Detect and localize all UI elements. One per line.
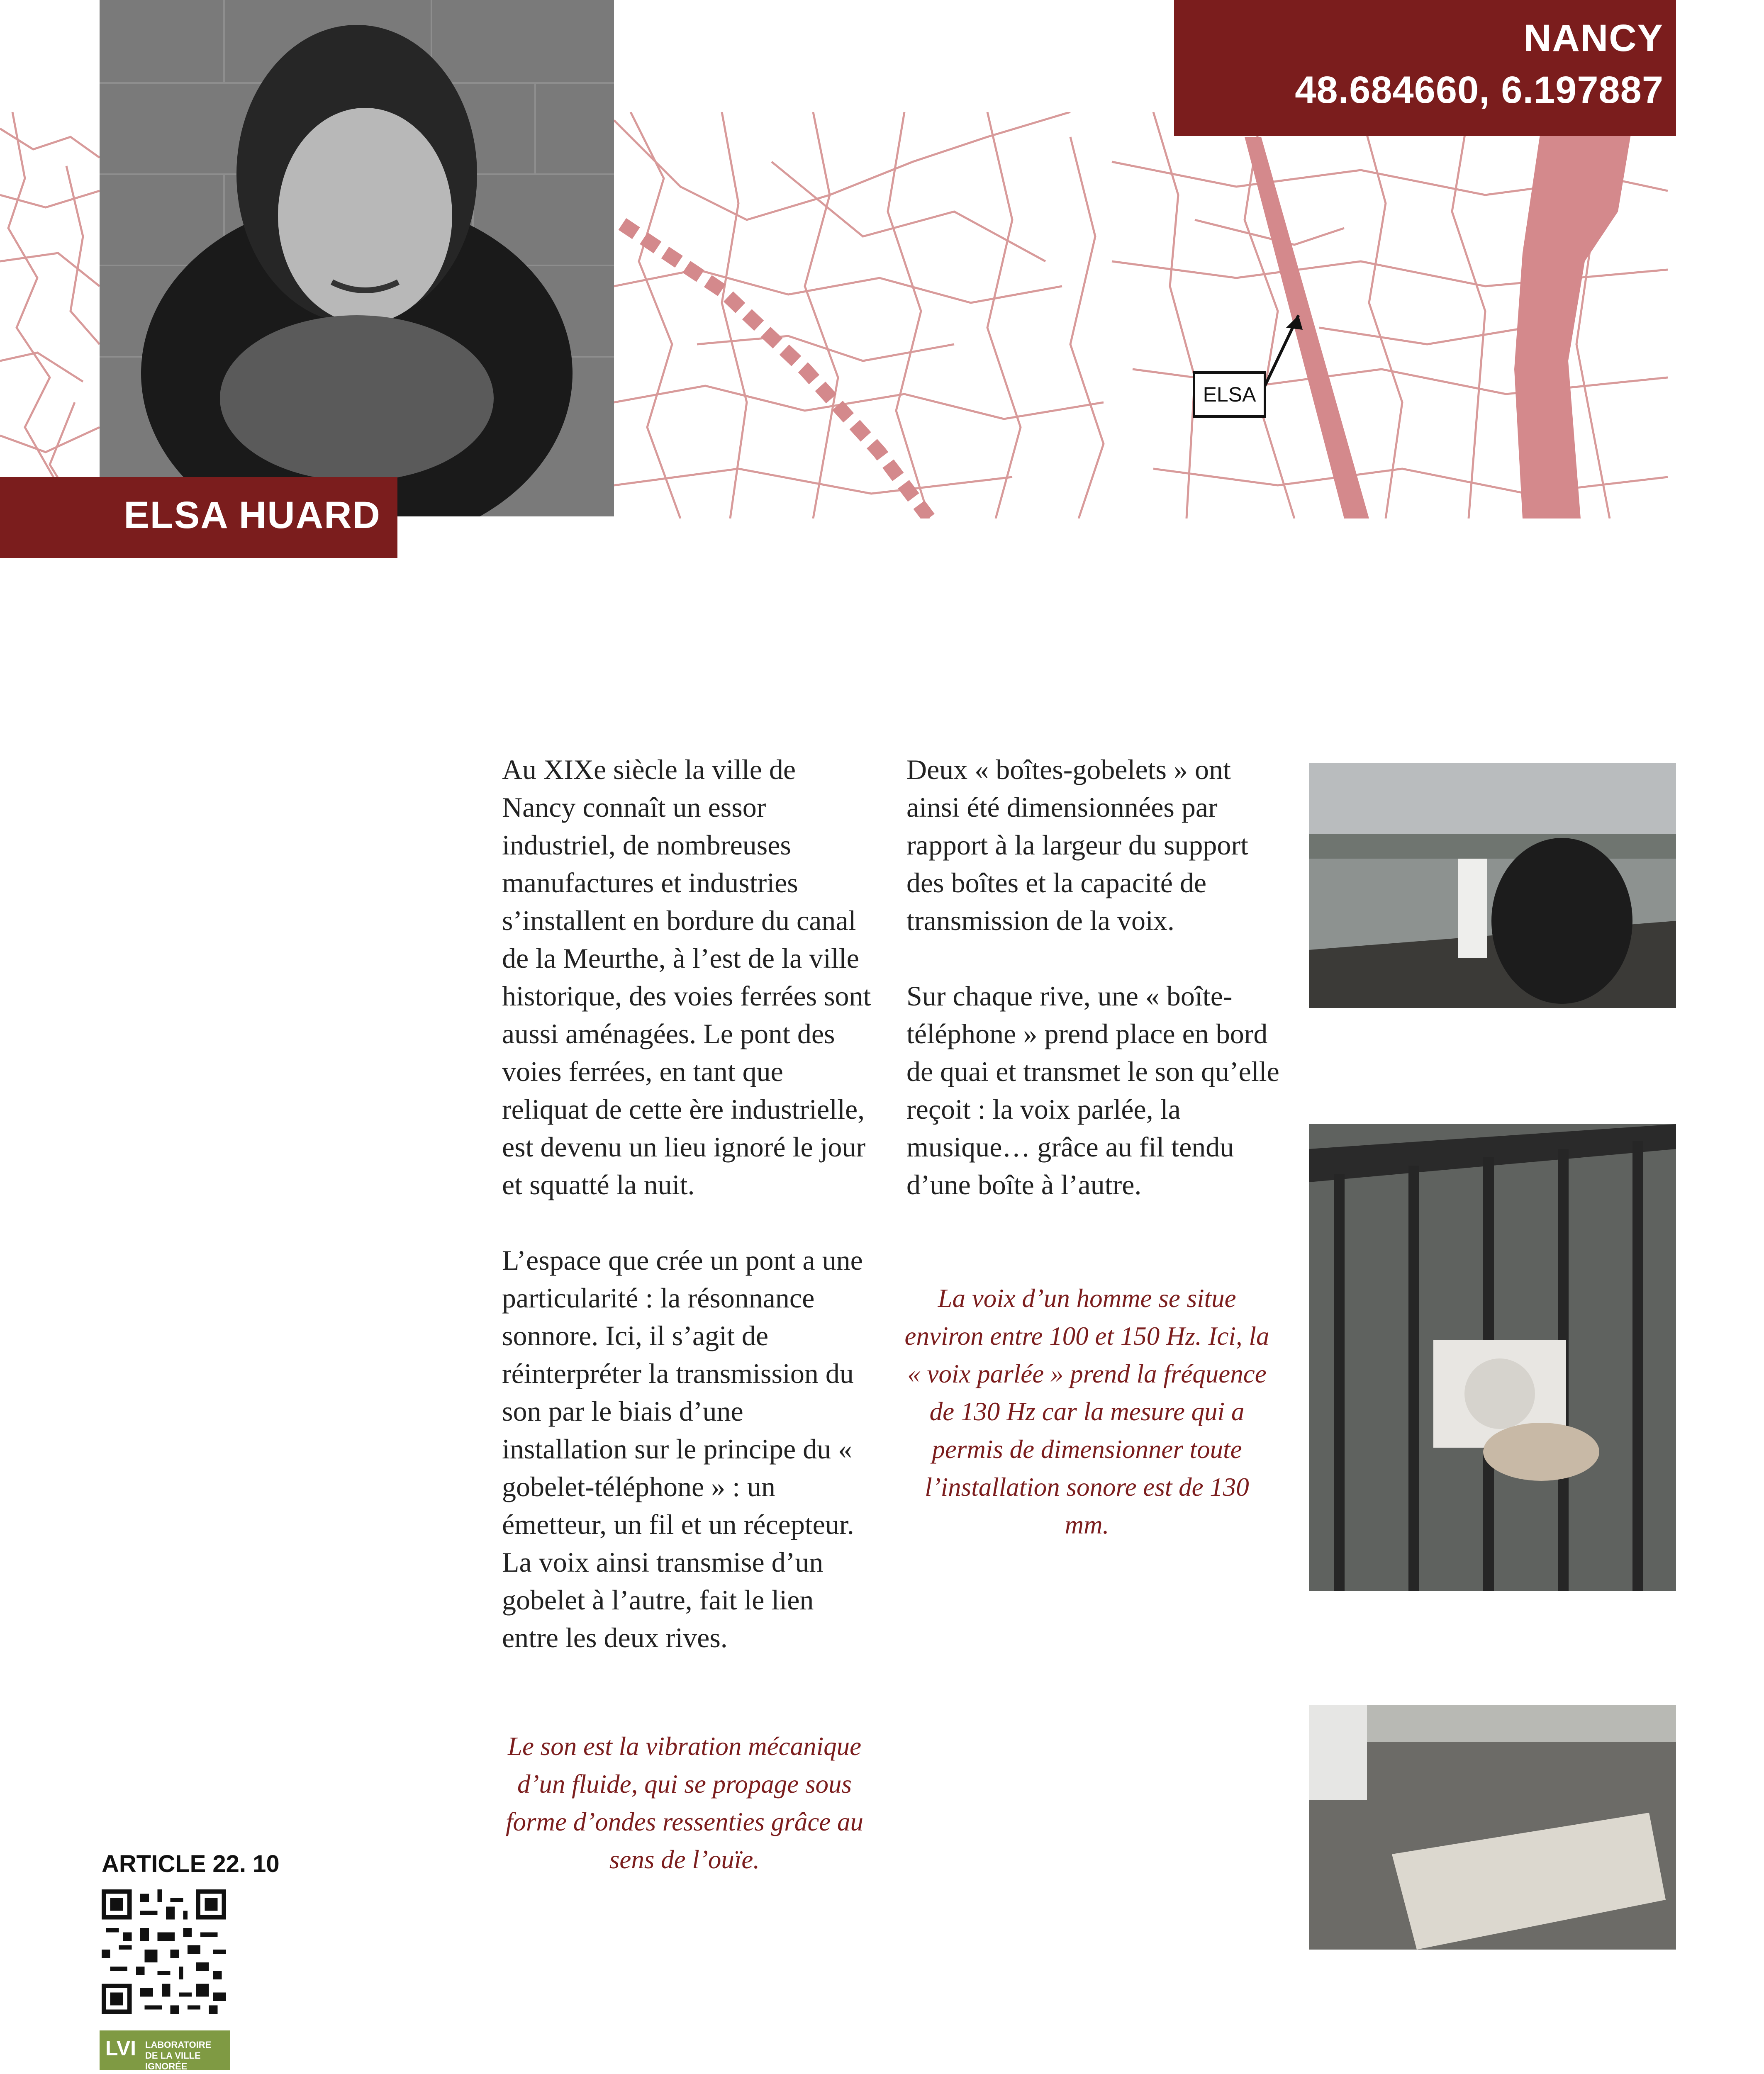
- installation-photo-railing: [1309, 1124, 1676, 1591]
- paragraph-text: Deux « boîtes-gobelets » ont ainsi été dimensionnées par rapport à la largeur du support des boîtes et la capacité de transmission de la voix.: [906, 754, 1248, 936]
- paragraph: [906, 751, 1280, 940]
- text-column-1: [502, 751, 875, 1657]
- logo-line-2: DE LA VILLE IGNORÉE: [145, 2050, 201, 2072]
- map-marker-label: ELSA: [1193, 371, 1266, 418]
- paragraph: [502, 751, 875, 1204]
- paragraph-text: Au XIXe siècle la ville de Nancy connaît un essor industriel, de nombreuses manufactures et industries s’installent en bordure du canal de la Meurthe, à l’est de la ville historique, des voies ferrées sont aussi aménagées. Le pont des voies ferrées, en tant que reliquat de cette ère industrielle, est devenu un lieu ignoré le jour et squatté la nuit.: [502, 754, 871, 1200]
- logo-abbr: LVI: [105, 2037, 136, 2060]
- paragraph-text: Sur chaque rive, une « boîte-téléphone » prend place en bord de quai et transmet le son qu’elle reçoit : la voix parlée, la musique… grâce au fil tendu d’une boîte à l’autre.: [906, 980, 1279, 1200]
- author-name-label: [0, 477, 397, 558]
- installation-photo-sign: [1309, 1705, 1676, 1950]
- article-number: ARTICLE 22. 10: [102, 1850, 280, 1877]
- logo-text: [145, 2040, 230, 2072]
- installation-photo-riverbank: [1309, 763, 1676, 1008]
- pull-quote-sound: Le son est la vibration mécanique d’un fluide, qui se propage sous forme d’ondes ressenties grâce au sens de l’ouïe.: [505, 1732, 863, 1874]
- logo-line-1: LABORATOIRE: [145, 2040, 212, 2050]
- city-name: NANCY: [1523, 17, 1664, 59]
- paragraph: [906, 977, 1280, 1204]
- portrait-photo: [100, 0, 614, 516]
- paragraph: [502, 1241, 875, 1657]
- coordinates: 48.684660, 6.197887: [1295, 69, 1664, 111]
- pull-quote-voice: La voix d’un homme se situe environ entre 100 et 150 Hz. Ici, la « voix parlée » prend la fréquence de 130 Hz car la mesure qui a permis de dimensionner toute l’installation sonore est de 130 mm.: [904, 1284, 1269, 1539]
- lvi-logo: [100, 2030, 230, 2070]
- paragraph-text: L’espace que crée un pont a une particularité : la résonnance sonnore. Ici, il s’agit de réinterpréter la transmission du son par le biais d’une installation sur le principe du « gobelet-téléphone » : un émetteur, un fil et un récepteur. La voix ainsi transmise d’un gobelet à l’autre, fait le lien entre les deux rives.: [502, 1244, 863, 1653]
- author-name: ELSA HUARD: [124, 494, 381, 536]
- street-map: [614, 112, 1668, 518]
- map-fragment-left: [0, 112, 100, 518]
- text-column-2: [906, 751, 1280, 1204]
- location-label: [1174, 0, 1676, 136]
- qr-code[interactable]: [102, 1889, 226, 2014]
